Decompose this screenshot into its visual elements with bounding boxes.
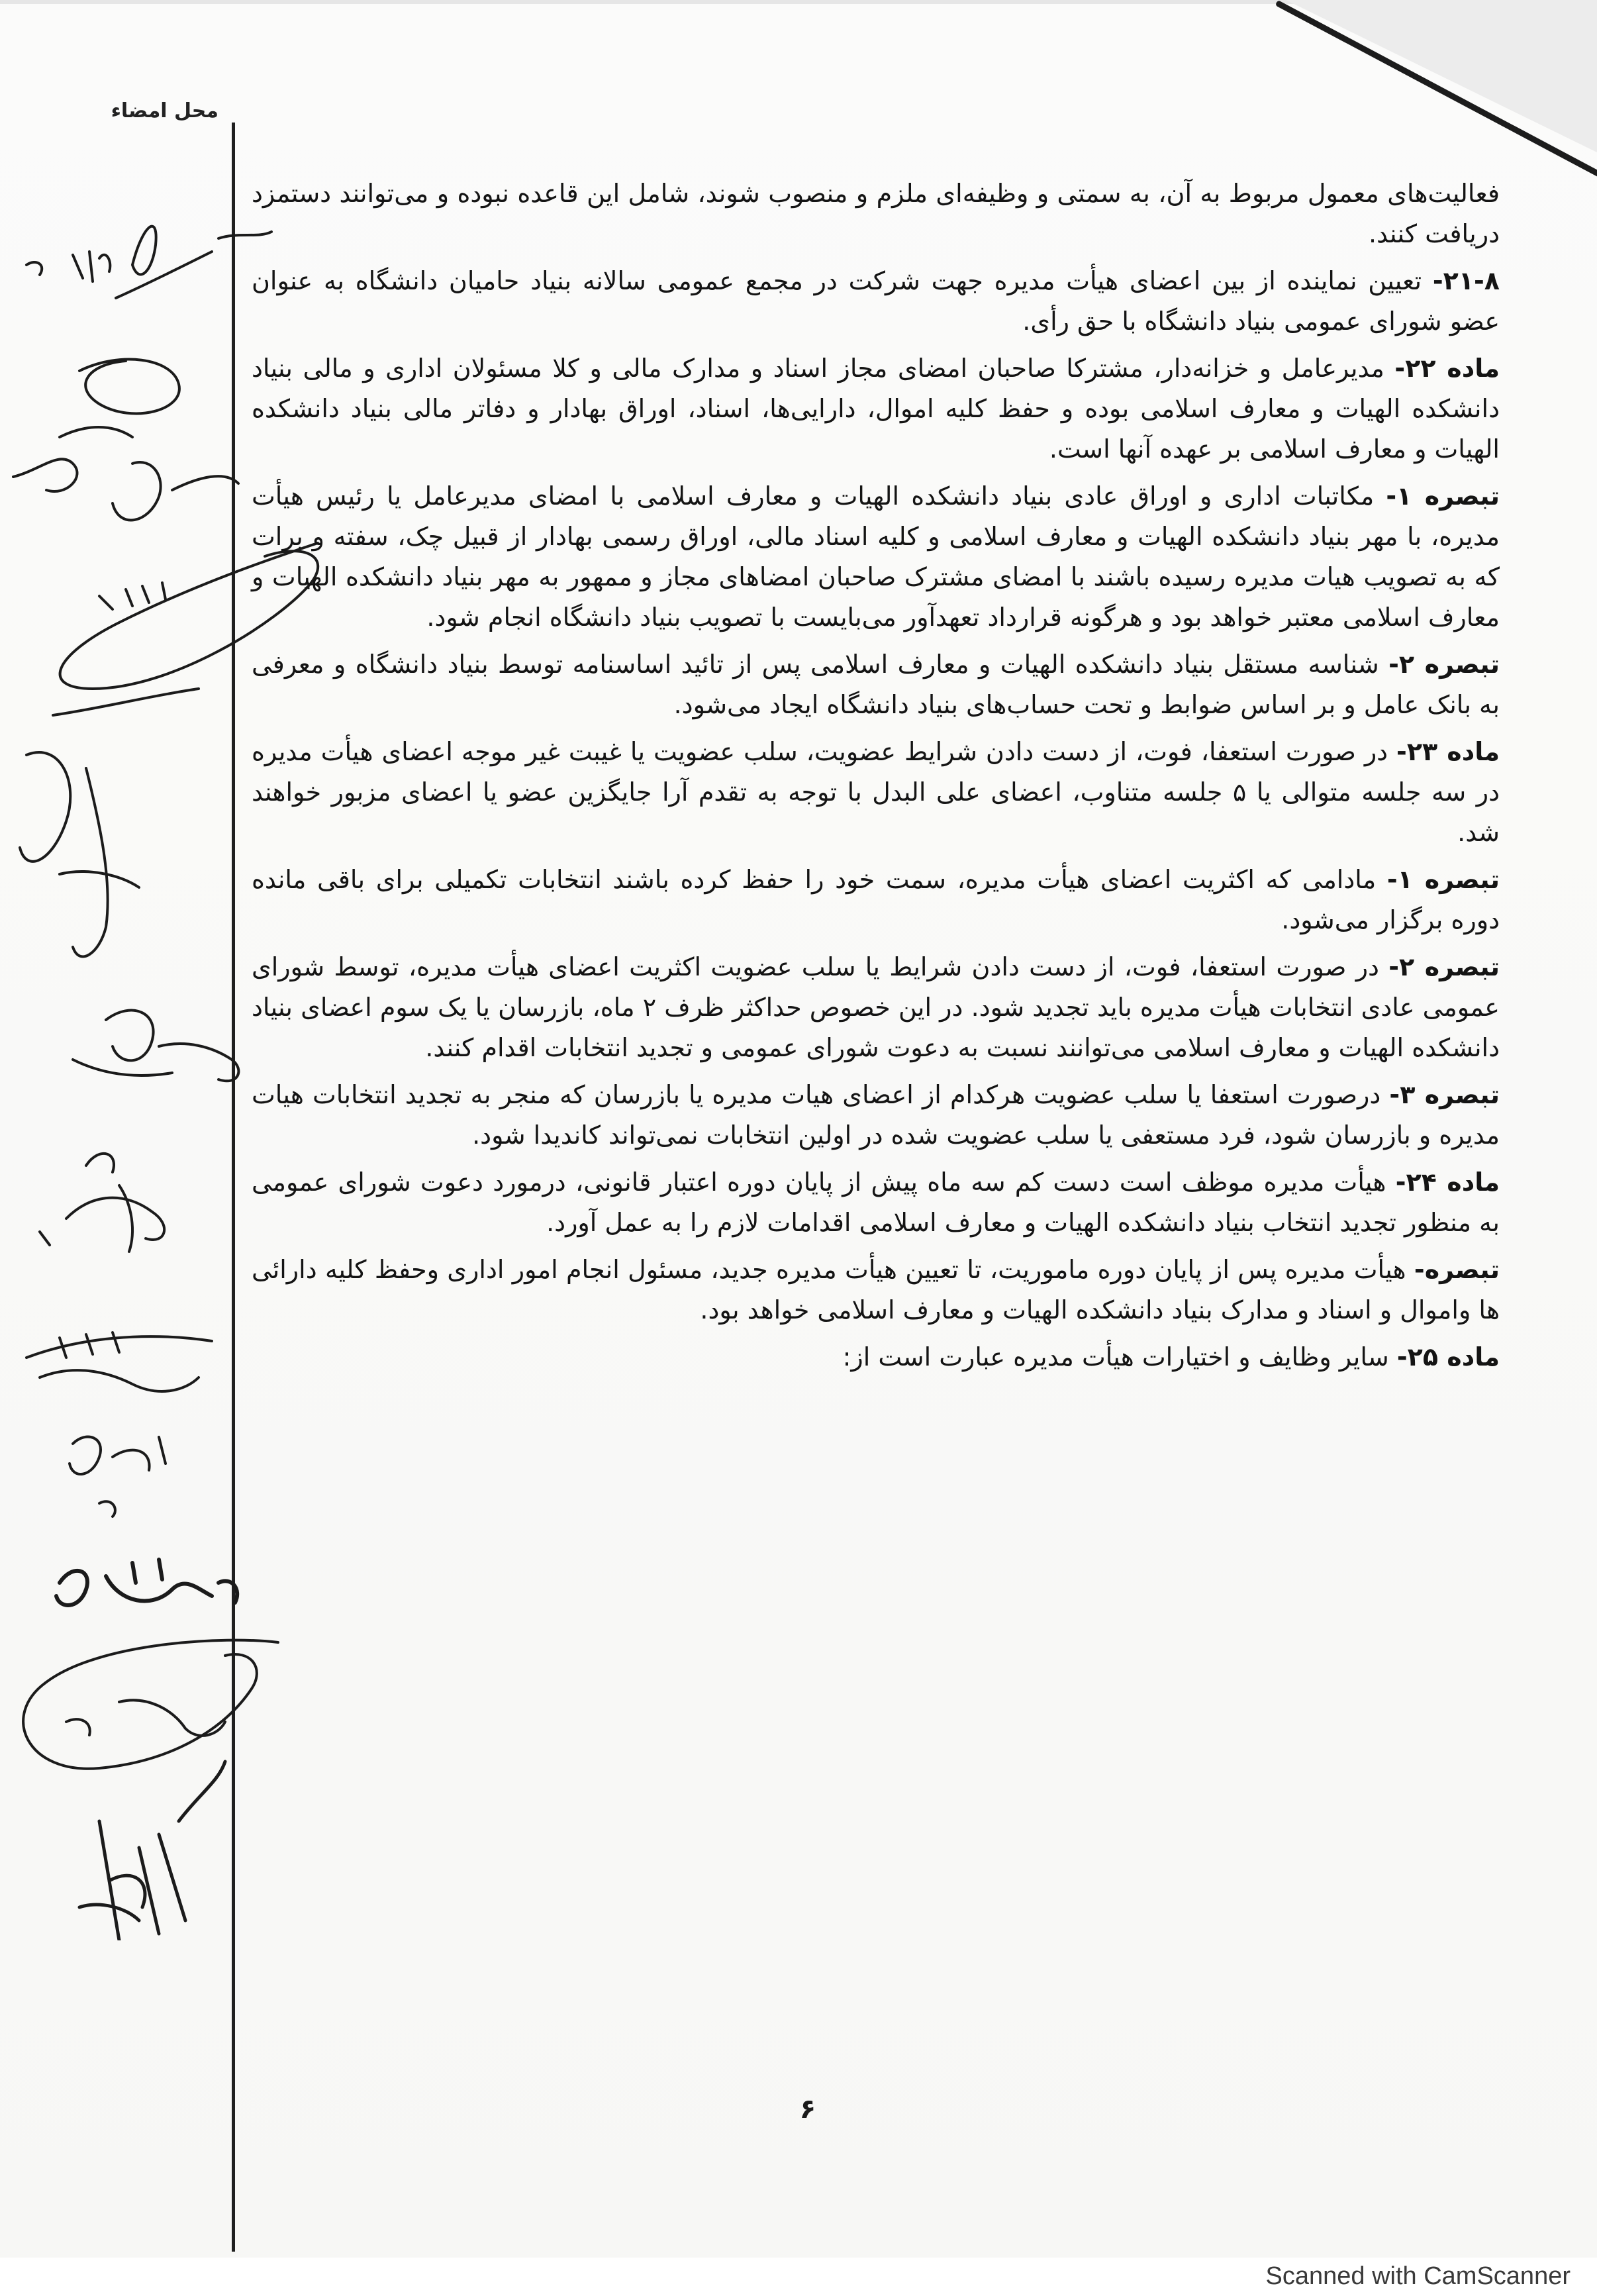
page-number: ۶ bbox=[799, 2094, 816, 2124]
article-22-note-1-text: مکاتبات اداری و اوراق عادی بنیاد دانشکده الهیات و معارف اسلامی با امضای مدیرعامل یا رئیس هیأت مدیره، با مهر بنیاد دانشکده الهیات و معارف اسلامی و کلیه اسناد مالی، اوراق رسمی بهادار از قبیل چک، سفته و برات که به تصویب هیات مدیره رسیده باشند با امضای مشترک صاحبان امضاهای مجاز و ممهور به مهر بنیاد دانشکده الهیات و معارف اسلامی معتبر خواهد بود و هرگونه قرارداد تعهدآور می‌بایست با تصویب بنیاد دانشگاه انجام شود. bbox=[252, 481, 1500, 632]
signature-11 bbox=[79, 1762, 225, 1940]
article-23-note-3-heading: تبصره ۳- bbox=[1389, 1080, 1500, 1109]
signature-7 bbox=[26, 1332, 212, 1391]
page-corner-fold bbox=[1286, 0, 1597, 152]
article-23-note-2-heading: تبصره ۲- bbox=[1388, 952, 1500, 981]
paragraph-1 bbox=[252, 174, 1500, 254]
signature-2 bbox=[13, 360, 238, 521]
article-24-note-heading: تبصره- bbox=[1414, 1255, 1500, 1284]
signature-6 bbox=[40, 1154, 164, 1252]
document-body bbox=[252, 174, 1500, 1384]
article-23-heading: ماده ۲۳- bbox=[1396, 737, 1500, 766]
paragraph-1-text: فعالیت‌های معمول مربوط به آن، به سمتی و وظیفه‌ای ملزم و منصوب شوند، شامل این قاعده نبوده و می‌توانند دستمزد دریافت کنند. bbox=[252, 179, 1500, 248]
article-24-note-text: هیأت مدیره پس از پایان دوره ماموریت، تا تعیین هیأت مدیره جدید، مسئول انجام امور اداری وحفظ کلیه دارائی ها واموال و اسناد و مدارک بنیاد دانشکده الهیات و معارف اسلامی خواهد بود. bbox=[252, 1255, 1500, 1324]
signature-9 bbox=[56, 1560, 237, 1605]
article-22-heading: ماده ۲۲- bbox=[1394, 354, 1500, 383]
article-23-note-2-text: در صورت استعفا، فوت، از دست دادن شرایط یا سلب عضویت اکثریت اعضای هیأت مدیره، توسط شورای عمومی عادی انتخابات هیأت مدیره باید تجدید شود. در این خصوص حداکثر ظرف ۲ ماه، بازرسان یا یک سوم اعضای بنیاد دانشکده الهیات و معارف اسلامی می‌توانند نسبت به دعوت شورای عمومی و تجدید انتخابات اقدام کنند. bbox=[252, 952, 1500, 1062]
article-25-text: سایر وظایف و اختیارات هیأت مدیره عبارت است از: bbox=[842, 1342, 1397, 1372]
article-24-heading: ماده ۲۴- bbox=[1395, 1168, 1500, 1197]
clause-21-8-heading: ۲۱-۸- bbox=[1432, 266, 1500, 295]
article-23-note-1-heading: تبصره ۱- bbox=[1386, 865, 1500, 894]
scan-top-edge bbox=[0, 0, 1324, 4]
article-22-text: مدیرعامل و خزانه‌دار، مشترکا صاحبان امضای مجاز اسناد و مدارک مالی و کلا مسئولان اداری و مالی بنیاد دانشکده الهیات و معارف اسلامی بوده و حفظ کلیه اموال، دارایی‌ها، اسناد، اوراق بهادار و دفاتر مالی بنیاد دانشکده الهیات و معارف اسلامی بر عهده آنها است. bbox=[252, 354, 1500, 464]
article-23-note-3 bbox=[252, 1075, 1500, 1156]
article-23-note-3-text: درصورت استعفا یا سلب عضویت هرکدام از اعضای هیات مدیره یا بازرسان که منجر به تجدید انتخابات هیات مدیره و بازرسان شود، فرد مستعفی یا سلب عضویت شده در اولین انتخابات نمی‌تواند کاندیدا شود. bbox=[252, 1080, 1500, 1150]
article-23 bbox=[252, 732, 1500, 853]
signature-area-label: محل امضاء bbox=[111, 99, 218, 123]
signature-5 bbox=[73, 1011, 238, 1081]
article-23-text: در صورت استعفا، فوت، از دست دادن شرایط عضویت، سلب عضویت یا غیبت غیر موجه اعضای هیأت مدیره در سه جلسه متوالی یا ۵ جلسه متناوب، اعضای علی البدل با توجه به تقدم آرا جایگزین عضو یا اعضای مزبور خواهند شد. bbox=[252, 737, 1500, 847]
article-22-note-2-text: شناسه مستقل بنیاد دانشکده الهیات و معارف اسلامی پس از تائید اساسنامه توسط بنیاد دانشگاه و معرفی به بانک عامل و بر اساس ضوابط و تحت حساب‌های بنیاد دانشگاه ایجاد می‌شود. bbox=[252, 650, 1500, 719]
article-24 bbox=[252, 1162, 1500, 1243]
article-25-heading: ماده ۲۵- bbox=[1396, 1342, 1500, 1372]
signature-4 bbox=[20, 752, 139, 956]
signature-1 bbox=[26, 226, 271, 298]
article-22 bbox=[252, 348, 1500, 470]
signature-10 bbox=[23, 1640, 278, 1769]
article-23-note-2 bbox=[252, 947, 1500, 1068]
scanner-footer bbox=[0, 2258, 1597, 2296]
article-25 bbox=[252, 1337, 1500, 1377]
signature-8 bbox=[70, 1437, 166, 1517]
scanner-watermark: Scanned with CamScanner bbox=[1265, 2262, 1571, 2290]
article-23-note-1-text: مادامی که اکثریت اعضای هیأت مدیره، سمت خود را حفظ کرده باشند انتخابات تکمیلی برای باقی مانده دوره برگزار می‌شود. bbox=[252, 865, 1500, 934]
article-23-note-1 bbox=[252, 860, 1500, 940]
article-22-note-1 bbox=[252, 476, 1500, 638]
article-22-note-2-heading: تبصره ۲- bbox=[1388, 650, 1500, 679]
article-24-text: هیأت مدیره موظف است دست کم سه ماه پیش از پایان دوره اعتبار قانونی، درمورد دعوت شورای عمومی به منظور تجدید انتخاب بنیاد دانشکده الهیات و معارف اسلامی اقدامات لازم را به عمل آورد. bbox=[252, 1168, 1500, 1237]
article-22-note-2 bbox=[252, 644, 1500, 725]
clause-21-8 bbox=[252, 261, 1500, 342]
article-24-note bbox=[252, 1250, 1500, 1330]
article-22-note-1-heading: تبصره ۱- bbox=[1386, 481, 1500, 511]
clause-21-8-text: تعیین نماینده از بین اعضای هیأت مدیره جهت شرکت در مجمع عمومی سالانه بنیاد حامیان دانشگاه به عنوان عضو شورای عمومی بنیاد دانشگاه با حق رأی. bbox=[252, 266, 1500, 336]
